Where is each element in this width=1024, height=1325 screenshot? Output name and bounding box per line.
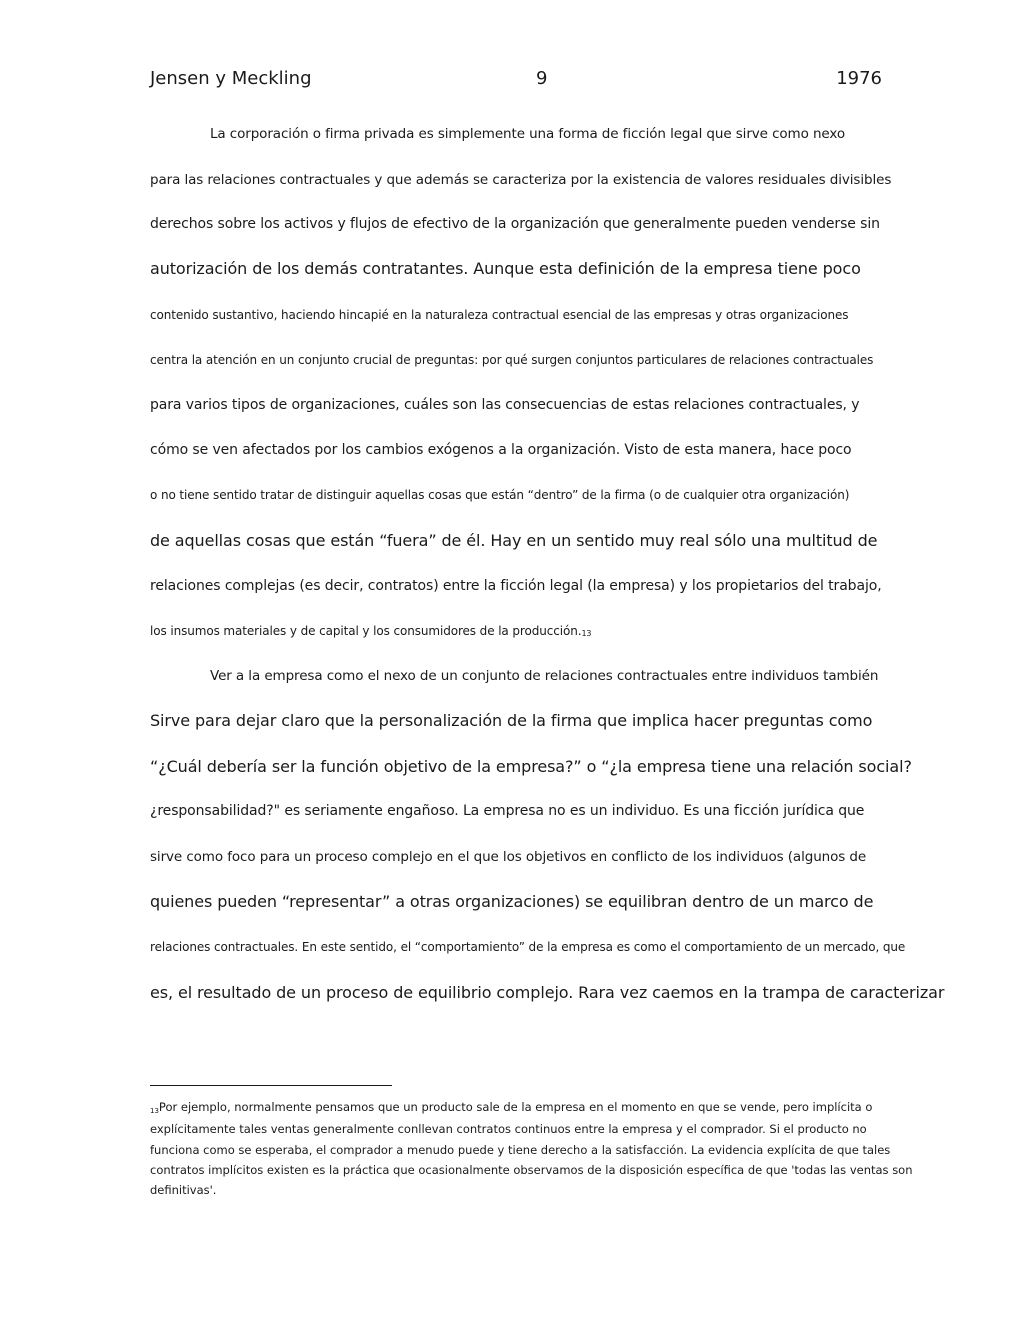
body-line: o no tiene sentido tratar de distinguir aquellas cosas que están “dentro” de la firma (o de cualquier otra organización) — [150, 488, 850, 502]
body-line: para las relaciones contractuales y que además se caracteriza por la existencia de valores residuales divisibles — [150, 172, 892, 188]
header-year: 1976 — [836, 68, 882, 89]
footnote-line-text: Por ejemplo, normalmente pensamos que un producto sale de la empresa en el momento en que se vende, pero implícita o — [158, 1100, 873, 1114]
body-line: es, el resultado de un proceso de equilibrio complejo. Rara vez caemos en la trampa de caracterizar — [150, 983, 945, 1002]
body-line: relaciones contractuales. En este sentido, el “comportamiento” de la empresa es como el comportamiento de un mercado, que — [150, 940, 906, 954]
body-line: autorización de los demás contratantes. Aunque esta definición de la empresa tiene poco — [150, 259, 861, 278]
footnote — [150, 1097, 913, 1200]
footnote-reference: 13 — [581, 629, 592, 638]
footnote-separator — [150, 1085, 392, 1086]
page-header — [150, 68, 882, 96]
header-authors: Jensen y Meckling — [150, 68, 312, 89]
body-line — [150, 624, 591, 638]
footnote-line: contratos implícitos existen es la práctica que ocasionalmente observamos de la disposición específica de que 'todas las ventas son — [150, 1162, 913, 1177]
body-line: quienes pueden “representar” a otras organizaciones) se equilibran dentro de un marco de — [150, 892, 874, 911]
footnote-line — [150, 1097, 876, 1119]
footnote-number: 13 — [150, 1107, 159, 1115]
body-line: de aquellas cosas que están “fuera” de él. Hay en un sentido muy real sólo una multitud de — [150, 531, 878, 550]
footnote-line: definitivas'. — [150, 1183, 217, 1198]
footnote-line: funciona como se esperaba, el comprador a menudo puede y tiene derecho a la satisfacción. La evidencia explícita de que tales — [150, 1142, 891, 1157]
body-line-text: los insumos materiales y de capital y los consumidores de la producción. — [150, 624, 582, 638]
body-line: para varios tipos de organizaciones, cuáles son las consecuencias de estas relaciones contractuales, y — [150, 397, 860, 413]
body-line: sirve como foco para un proceso complejo en el que los objetivos en conflicto de los individuos (algunos de — [150, 849, 867, 865]
body-line: derechos sobre los activos y flujos de efectivo de la organización que generalmente pueden venderse sin — [150, 216, 880, 232]
body-line: Ver a la empresa como el nexo de un conjunto de relaciones contractuales entre individuos también — [210, 668, 879, 684]
body-line: Sirve para dejar claro que la personalización de la firma que implica hacer preguntas como — [150, 711, 873, 730]
header-page-number: 9 — [536, 68, 548, 89]
body-line: cómo se ven afectados por los cambios exógenos a la organización. Visto de esta manera, hace poco — [150, 442, 852, 458]
body-line: relaciones complejas (es decir, contratos) entre la ficción legal (la empresa) y los propietarios del trabajo, — [150, 578, 882, 594]
body-line: “¿Cuál debería ser la función objetivo de la empresa?” o “¿la empresa tiene una relación social? — [150, 757, 912, 776]
body-line: centra la atención en un conjunto crucial de preguntas: por qué surgen conjuntos particulares de relaciones contractuales — [150, 353, 874, 367]
body-line: ¿responsabilidad?" es seriamente engañoso. La empresa no es un individuo. Es una ficción jurídica que — [150, 803, 865, 819]
body-line: La corporación o firma privada es simplemente una forma de ficción legal que sirve como nexo — [210, 126, 846, 142]
body-line: contenido sustantivo, haciendo hincapié en la naturaleza contractual esencial de las empresas y otras organizaciones — [150, 308, 849, 322]
footnote-line: explícitamente tales ventas generalmente conllevan contratos continuos entre la empresa y el comprador. Si el producto no — [150, 1122, 867, 1137]
